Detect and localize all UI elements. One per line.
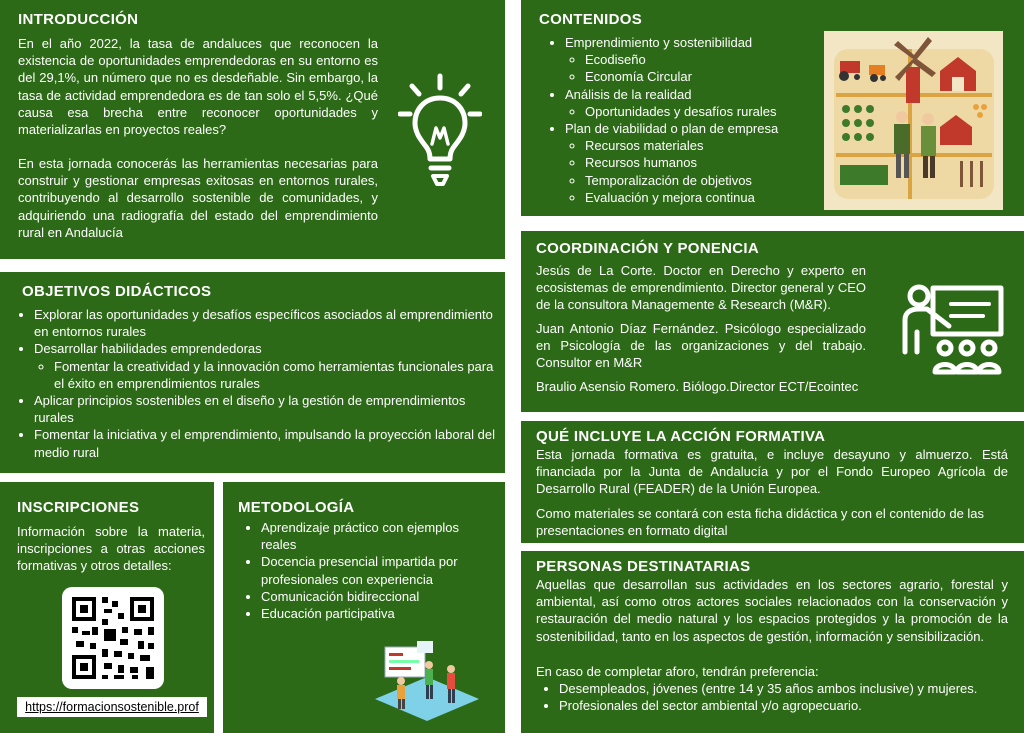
teacher-presentation-icon xyxy=(897,282,1007,377)
intro-paragraph-1: En el año 2022, la tasa de andaluces que reconocen la existencia de oportunidades emprendedoras en su entorno es del 29,1%, un número que no es desdeñable. Sin embargo, la tasa de actividad emprendedora es de tan solo el 5,5%. ¿Qué causa esa brecha entre reconocer oportunidades y materializarlas en proyectos reales? xyxy=(18,36,378,138)
incluye-panel xyxy=(521,421,1024,543)
contenidos-list xyxy=(547,34,855,206)
list-item: • Emprendimiento y sostenibilidad ◦ Ecodiseño ◦ Economía Circular xyxy=(565,34,855,86)
objetivos-list xyxy=(16,306,504,461)
list-item: • Plan de viabilidad o plan de empresa ◦ Recursos materiales ◦ Recursos humanos ◦ Temporalización de objetivos ◦ Evaluación y mejora continua xyxy=(565,120,855,206)
coordinacion-panel xyxy=(521,231,1024,412)
list-item: • Análisis de la realidad ◦ Oportunidades y desafíos rurales xyxy=(565,86,855,120)
metodologia-title: METODOLOGÍA xyxy=(238,499,355,516)
list-item: • Desempleados, jóvenes (entre 14 y 35 años ambos inclusive) y mujeres. xyxy=(559,680,1024,697)
inscripciones-paragraph: Información sobre la materia, inscripciones a otras acciones formativas y otros detalles: xyxy=(17,524,205,574)
list-item: ◦ Fomentar la creatividad y la innovación como herramientas funcionales para el éxito en emprendimientos rurales xyxy=(54,358,504,392)
intro-paragraph-2: En esta jornada conocerás las herramientas necesarias para construir y gestionar empresas exitosas en entornos rurales, contribuyendo al desarrollo sostenible de comunidades, y adquiriendo una radiografía del estado del emprendimiento rural en Andalucía xyxy=(18,156,378,240)
personas-paragraph-1: Aquellas que desarrollan sus actividades en los sectores agrario, forestal y ambiental, así como otros actores sociales relacionados con la conservación y restauración del medio natural y los espacios protegidos y la promoción de la sostenibilidad, tanto en los aspectos de gestión, información y sensibilización. xyxy=(536,577,1008,644)
list-item: • Aplicar principios sostenibles en el diseño y la gestión de emprendimientos rurales xyxy=(34,392,504,426)
coordinacion-paragraph-3: Braulio Asensio Romero. Biólogo.Director ECT/Ecointec xyxy=(536,379,859,394)
list-item: ◦ Recursos humanos xyxy=(585,154,855,171)
coordinacion-paragraph-2: Juan Antonio Díaz Fernández. Psicólogo especializado en Psicología de las organizaciones y del trabajo. Consultor en M&R xyxy=(536,321,866,371)
list-item: ◦ Ecodiseño xyxy=(585,51,855,68)
incluye-paragraph-1: Esta jornada formativa es gratuita, e incluye desayuno y almuerzo. Está financiada por la Junta de Andalucía y por el Fondo Europeo Agrícola de Desarrollo Rural (FEADER) de la Unión Europea. xyxy=(536,447,1008,497)
metodologia-list xyxy=(243,519,497,622)
contenidos-title: CONTENIDOS xyxy=(539,11,643,28)
inscripciones-link[interactable]: https://formacionsostenible.prof xyxy=(17,697,207,717)
personas-title: PERSONAS DESTINATARIAS xyxy=(536,558,751,575)
team-presentation-illustration xyxy=(371,637,483,727)
personas-paragraph-2: En caso de completar aforo, tendrán preferencia: xyxy=(536,664,819,679)
inscripciones-title: INSCRIPCIONES xyxy=(17,499,140,516)
qr-code[interactable] xyxy=(62,587,164,689)
metodologia-panel xyxy=(223,482,505,733)
list-item: • Aprendizaje práctico con ejemplos reales xyxy=(261,519,497,553)
intro-title: INTRODUCCIÓN xyxy=(18,11,139,28)
list-item: • Profesionales del sector ambiental y/o agropecuario. xyxy=(559,697,1024,714)
objetivos-panel xyxy=(0,272,505,473)
personas-list xyxy=(541,680,1024,714)
contenidos-panel xyxy=(521,0,1024,216)
list-item: ◦ Temporalización de objetivos xyxy=(585,172,855,189)
lightbulb-icon xyxy=(398,72,482,192)
list-item: • Educación participativa xyxy=(261,605,497,622)
list-item: ◦ Oportunidades y desafíos rurales xyxy=(585,103,855,120)
objetivos-title: OBJETIVOS DIDÁCTICOS xyxy=(22,283,212,300)
inscripciones-panel xyxy=(0,482,214,733)
coordinacion-title: COORDINACIÓN Y PONENCIA xyxy=(536,240,760,257)
coordinacion-paragraph-1: Jesús de La Corte. Doctor en Derecho y experto en ecosistemas de emprendimiento. Director general y CEO de la consultora Managemente & Research (M&R). xyxy=(536,263,866,313)
list-item: ◦ Evaluación y mejora continua xyxy=(585,189,855,206)
list-item: ◦ Recursos materiales xyxy=(585,137,855,154)
rural-farm-illustration xyxy=(824,31,1003,210)
personas-panel xyxy=(521,551,1024,733)
list-item: • Comunicación bidireccional xyxy=(261,588,497,605)
list-item: • Fomentar la iniciativa y el emprendimiento, impulsando la proyección laboral del medio rural xyxy=(34,426,504,460)
list-item: • Explorar las oportunidades y desafíos específicos asociados al emprendimiento en entornos rurales xyxy=(34,306,504,340)
incluye-paragraph-2: Como materiales se contará con esta ficha didáctica y con el contenido de las presentaciones en formato digital xyxy=(536,506,985,539)
list-item: • Docencia presencial impartida por profesionales con experiencia xyxy=(261,553,497,587)
list-item: ◦ Economía Circular xyxy=(585,68,855,85)
intro-panel xyxy=(0,0,505,259)
list-item: • Desarrollar habilidades emprendedoras ◦ Fomentar la creatividad y la innovación como herramientas funcionales para el éxito en emprendimientos rurales xyxy=(34,340,504,392)
incluye-title: QUÉ INCLUYE LA ACCIÓN FORMATIVA xyxy=(536,428,826,445)
